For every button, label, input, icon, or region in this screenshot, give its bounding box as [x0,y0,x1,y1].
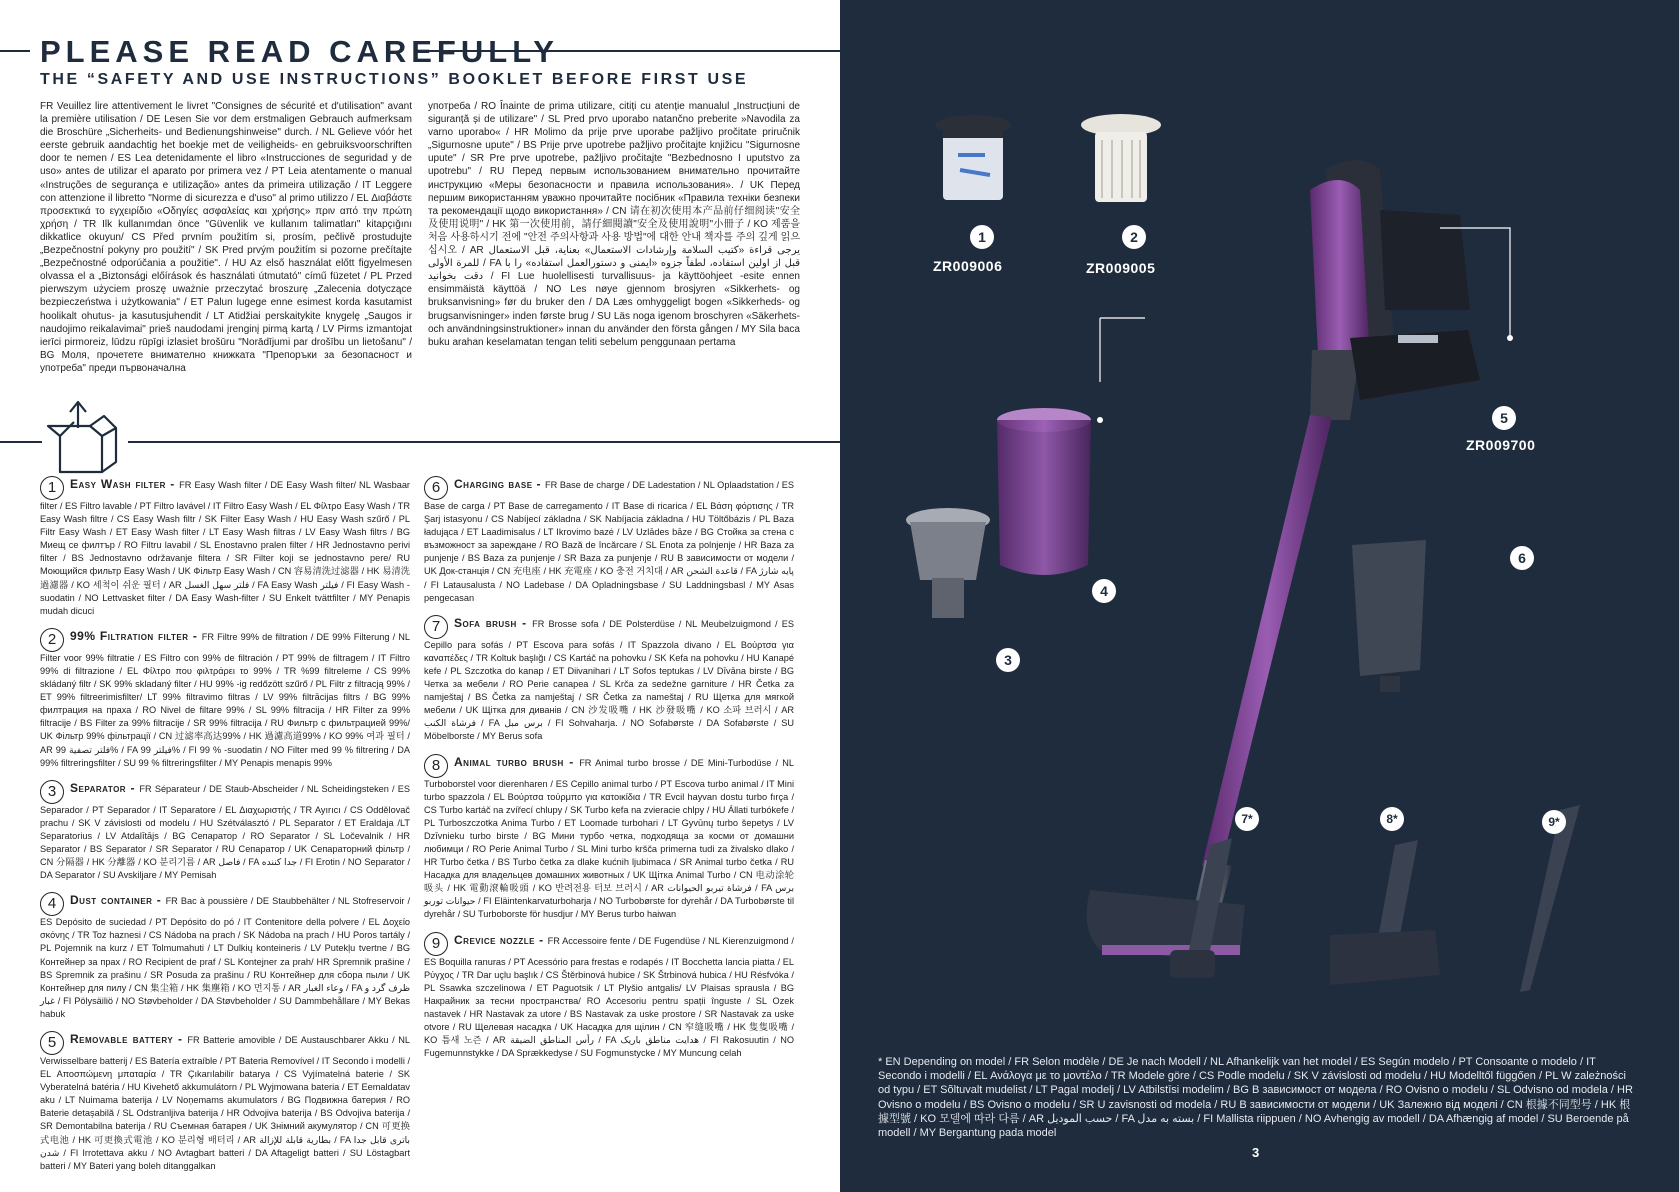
part-translations: FR Brosse sofa / DE Polsterdüse / NL Meubelzuigmond / ES Cepillo para sofás / PT Escova para sofás / IT Spazzola divano / EL Βούρτσα για καναπέδες / TR Koltuk başlığı / CS Kartáč na pohovku / SK Kefa na pohovku / HU Kanapé kefe / PL Szczotka do kanap / ET Diivanihari / LT Sofos teptukas / LV Dīvāna birste / BG Четка за мебели / RO Perie canapea / SL Krča za sedežne garniture / HR Četka za namještaj / BS Četka za namještaj / SR Četka za nameštaj / RU Щетка для мягкой мебели / UK Щітка для диванів / CN 沙发吸嘴 / HK 沙發吸嘴 / KO 소파 브러시 / AR فرشاة الكنب / FA برس مبل / FI Sohvaharja. / NO Sofabørste / DA Sofabørste / SU Möbelborste / MY Berus sofa [424,618,795,742]
part-entry-5 [40,1031,410,1173]
part-name: 99% Filtration filter - [70,628,202,643]
vacuum-illustration [840,0,1679,1192]
leader-dot [1507,335,1513,341]
part-badge-2: 2 [1122,225,1146,249]
section-rule-right [128,441,840,443]
part-name: Removable battery - [70,1032,188,1046]
part-number: 7 [424,615,448,639]
part-number: 2 [40,628,64,652]
charging-base-icon [1352,540,1426,692]
part-translations: FR Base de charge / DE Ladestation / NL Oplaadstation / ES Base de carga / PT Base de carregamento / IT Base di ricarica / EL Βάση φόρτισης / TR Şarj istasyonu / CS Nabíjecí základna / SK Nabíjacia základna / HU Töltőbázis / PL Baza ładująca / ET Laadimisalus / LT Ikrovimo bazė / LV Uzlādes bāze / BG Стойка за стена с възможност за зареждане / RO Bază de încărcare / SL Enota za polnjenje / HR Baza za punjenje / BS Baza za punjenje / SR Baza za punjenje / RU В зависимости от модели / UK Док-станція / CN 充电座 / HK 充電座 / KO 충전 거치대 / AR قاعدة الشحن / FA پایه شارژ / FI Latausalusta / NO Ladebase / DA Opladningsbase / SU Laddningsbasl / MY Asas pengecasan [424,480,794,603]
part-number: 4 [40,892,64,916]
part-translations: FR Easy Wash filter / DE Easy Wash filter/ NL Wasbaar filter / ES Filtro lavable / PT Filtro lavável / IT Filtro Easy Wash / EL Φίλτρο Easy Wash / TR Easy Wash filtre / CS Easy Wash filtr / SK Filter Easy Wash / HU Easy Wash szűrő / PL Filtr Easy Wash / ET Easy Wash filter / LT Easy Wash filtras / LV Easy Wash filtrs / BG Миещ се филтър / RO Filtru lavabil / SL Enostavno pralen filter / HR Jednostavno perivi filter / BS Jednostavno održavanje filtera / SR Filter koji se jednostavno pere/ RU Моющийся фильтр Easy Wash / UK Фільтр Easy Wash / CN 容易清洗过滤器 / HK 易清洗過濾器 / KO 세척이 쉬운 필터 / AR فلتر سهل الغسل / FA Easy Wash فیلتر / FI Easy Wash -suodatin / NO Lettvasket filter / DA Easy Wash-filter / SU Enkelt tvättfilter / MY Penapis mudah dicuci [40,480,411,616]
part-code-1: ZR009006 [933,258,1003,274]
part-number: 9 [424,932,448,956]
section-rule-left [0,441,42,443]
separator-icon [906,508,990,618]
part-name: Dust container - [70,893,166,908]
part-translations: FR Séparateur / DE Staub-Abscheider / NL Scheidingsteken / ES Separador / PT Separador / IT Separatore / EL Διαχωριστής / TR Ayırıcı / CS Oddělovač prachu / SK V závislosti od modelu / HU Szétválasztó / PL Separator / ET Eraldaja /LT Separatorius / LV Atdalītājs / BG Сепаратор / RO Separator / SL Ločevalnik / HR Separator / BS Separator / SR Separator / RU Сепаратор / UK Сепараторний фільтр / CN 分隔器 / HK 分離器 / KO 분리기름 / AR فاصل / FA جدا کننده / FI Erotin / NO Separator / DA Separator / SU Avskiljare / MY Pemisah [40,783,410,881]
part-translations: FR Animal turbo brosse / DE Mini-Turbodüse / NL Turboborstel voor dierenharen / ES Cepillo animal turbo / PT Escova turbo animal / IT Mini turbo spazzola / EL Βούρτσα τούρμπο για κατοικίδια / TR Evcil hayvan dostu turbo fırça / CS Turbo kartáč na zvířecí chlupy / SK Turbo kefa na zvieracie chlpy / HU Állati turbókefe / PL Turboszczotka Anima Turbo / ET Loomade turbohari / LT Gyvūnų turbo šepetys / LV Dzīvnieku turbo birste / BG Мини турбо четка, подходяща за косми от домашни любимци / RO Perie Animal Turbo / SL Mini turbo kršča primerna tudi za živalsko dlako / HR Turbo četka / BS Turbo četka za dlake kućnih ljubimaca / SR Animal turbo četka / RU Насадка для владельцев домашних животных / UK Щітка Animal Turbo / CN 电动涂轮吸头 / HK 電動滾輪吸頭 / KO 반려전용 터보 브러시 / AR فرشاة تيربو الحيوانات / FA برس حیوانات توربو / FI Eläintenkarvaturboharja / NO Turbobørste for dyrehår / DA Turbobørste til dyrehår / SU Turboborste för husdjur / MY Berus turbo haiwan [424,757,794,920]
unbox-icon [44,398,124,478]
leader-dot [1097,417,1103,423]
battery-icon [1350,330,1480,400]
easy-wash-filter-icon [935,115,1011,200]
part-badge-7: 7* [1235,807,1259,831]
part-entry-3 [40,780,410,883]
part-number: 1 [40,476,64,500]
page-number: 3 [1252,1145,1260,1160]
animal-turbo-brush-icon [1330,840,1440,985]
part-translations: FR Filtre 99% de filtration / DE 99% Filterung / NL Filter voor 99% filtratie / ES Filtro con 99% de filtración / PT 99% de filtragem / IT Filtro 99% di filtrazione / EL Φίλτρο που φιλτράρει το 99% / TR %99 filtreleme / CS 99% skládaný filtr / SK 99% skladaný filter / HU 99% -ig redőzött szűrő / PL Filtr z filtracją 99% / ET 99% filtreerimisfilter/ LT 99% filtravimo filtras / LV 99% filtrācijas filtrs / BG 99% филтрация на праха / RO Nivel de filtare 99% / SL 99% filtracija / HR Filter za 99% filtracije / BS Filter za 99% filtracije / SR 99% filtracija / RU Фильтр с фильтрацией 99%/ UK Фільтр 99% фільтрації / CN 过滤率高达99% / HK 過濾高道99% / KO 99% 여과 필터 / AR فلتر تصفية 99% / FA فیلتر 99% / FI 99 % -suodatin / NO Filter med 99 % filtrering / DA 99% filtreringsfilter / SU 99 % filtreringsfilter / MY Penapis menapis 99% [40,631,410,768]
part-name: Animal turbo brush - [454,754,580,769]
part-entry-4 [40,892,410,1021]
page-title: PLEASE READ CAREFULLY [40,34,559,69]
part-badge-5: 5 [1492,406,1516,430]
part-name: Sofa brush - [454,615,533,630]
model-footnote: * EN Depending on model / FR Selon modèle / DE Je nach Modell / NL Afhankelijk van het model / ES Según modelo / PT Consoante o modelo / IT Secondo i modelli / EL Ανάλογα με το μοντέλο / TR Modele göre / CS Podle modelu / SK V závislosti od modelu / HU Modelltől függően / PL W zależności od typu / ET Sõltuvalt mudelist / LT Pagal modelj / LV Atbilstīsi modelim / BG В зависимост от модела / RO Ovisno o modelu / SL Odvisno od modela / HR Ovisno o modelu / BS Ovisno o modelu / SR U zavisnosti od modela / RU В зависимости от модели / UK Залежно від моделі / CN 根據不同型号 / HK 根據型號 / KO 모델에 따라 다름 / AR حسب الموديل / FA بسته به مدل / FI Mallista riippuen / NO Avhengig av modell / DA Afhængig af model / SU Beroende på modell / MY Bergantung pada model [878,1056,1633,1140]
part-translations: FR Batterie amovible / DE Austauschbarer Akku / NL Verwisselbare batterij / ES Batería extraíble / PT Bateria Removível / IT Secondo i modelli / EL Αποσπώμενη μπαταρία / TR Çıkarılabilir batarya / CS Vyjímatelná baterie / SK Vyberatelná batéria / HU Kivehető akkumulátorn / PL Wyjmowana bateria / ET Eemaldatav aku / LT Nuimama baterija / LV Noņemams akumulators / BG Подвижна батерия / RO Baterie detașabilă / SL Odstranljiva baterija / HR Odvojiva baterija / BS Odvojiva baterija / SR Demontabilna baterija / RU Съемная батарея / UK Знімний акумулятор / CN 可更换式电池 / HK 可更換式電池 / KO 분리형 배터리 / AR بطارية قابلة للإزالة / FA باتری قابل جدا شدن / FI Irrotettava akku / NO Avtagbart batteri / DA Aftageligt batteri / SU Löstagbart batteri / MY Bateri yang boleh ditanggalkan [40,1035,410,1171]
part-code-5: ZR009700 [1466,437,1536,453]
part-entry-1 [40,476,410,618]
part-badge-6: 6 [1510,546,1534,570]
part-name: Separator - [70,780,140,795]
part-entry-2 [40,628,410,770]
title-rule-left [0,50,30,52]
part-translations: FR Accessoire fente / DE Fugendüse / NL Kierenzuigmond / ES Boquilla ranuras / PT Acessório para frestas e rodapés / IT Bocchetta lancia piatta / EL Ρύγχος / TR Dar uçlu başlık / CS Štěrbinová hubice / SK Štrbinová hubica / HU Résfvóka / PL Ssawka szczelinowa / ET Paguotsik / LT Plyšio antgalis/ LV Plaisas sprausla / BG Накрайник за тесни пространства/ RO Accesoriu pentru spații înguste / SL Ozek nastavek / HR Nastavak za utore / BS Nastavak za uske prostore / SR Nastavak za uske otvore / RU Щелевая насадка / UK Насадка для щілин / CN 窄缝吸嘴 / HK 隻隻吸嘴 / KO 틈새 노즌 / AR رأس المناطق الضيقة / FA هدایت مناطق باریک / FI Rakosuutin / NO Fugemunnstykke / DA Sprækkedyse / SU Fogmunstycke / MY Muncung celah [424,935,795,1059]
part-name: Charging base - [454,477,545,491]
part-badge-1: 1 [970,225,994,249]
hepa-filter-icon [1081,114,1161,202]
part-badge-4: 4 [1092,579,1116,603]
dust-container-icon [997,408,1091,575]
parts-column-left [40,476,410,1183]
part-name: Crevice nozzle - [454,932,548,947]
part-badge-3: 3 [996,648,1020,672]
part-number: 6 [424,476,448,500]
figure-page [840,0,1679,1192]
part-number: 3 [40,780,64,804]
part-entry-6 [424,476,794,605]
part-entry-9 [424,932,794,1061]
part-translations: FR Bac à poussière / DE Staubbehälter / NL Stofreservoir / ES Depósito de suciedad / PT Depósito do pó / IT Contenitore della polvere / EL Δοχείο σκόνης / TR Toz haznesi / CS Nádoba na prach / SK Nádoba na prach / HU Poros tartály / PL Pojemnik na kurz / ET Tolmumahuti / LT Dulkių konteineris / LV Putekļu tvertne / BG Контейнер за прах / RO Recipient de praf / SL Kontejner za prah/ HR Spremnik prašine / BS Spremnik za prašinu / SR Posuda za prašinu / RU Контейнер для сбора пыли / UK Контейнер для пилу / CN 集尘箱 / HK 集塵箱 / KO 먼지통 / AR وعاء الغبار / FA ظرف گرد و غبار / FI Pölysäiliö / NO Støvbeholder / DA Støvbeholder / SU Dammbehållare / MY Bekas habuk [40,896,411,1019]
page-subtitle: THE “SAFETY AND USE INSTRUCTIONS” BOOKLET BEFORE FIRST USE [40,71,749,88]
intro-text-col1: FR Veuillez lire attentivement le livret "Consignes de sécurité et d'utilisation" avant la première utilisation / DE Lesen Sie vor dem erstmaligen Gebrauch aufmerksam die Broschüre „Sicherheits- und Bedienungshinweise" durch. / NL Gelieve vóór het eerste gebruik aandachtig het boekje met de veiligheids- en gebruiksvoorschriften door te nemen / ES Lea detenidamente el libro «Instrucciones de seguridad y de uso» antes de utilizar el aparato por primera vez / PT Leia atentamente o manual «Instruções de segurança e utilização» antes da primeira utilização / IT Leggere con attenzione il libretto "Norme di sicurezza e d'uso" al primo utilizzo / EL Διαβάστε προσεκτικά το εγχειρίδιο «Οδηγίες ασφαλείας και χρήσης» πριν από την πρώτη χρήση / TR Ilk kullanımdan önce "Güvenlik ve kullanım talimatları" kitapçığını dikkatlice okuyun/ CS Před prvním použitím si, prosím, pečlivě prostudujte „Bezpečnostní pokyny pro použití" / SK Pred prvým použitím si pozorne prečítajte „Bezpečnostné odporúčania a použitie". / HU Az első használat előtt figyelmesen olvassa el a „Biztonsági előírások és használati útmutató" című füzetet / PL Przed pierwszym użyciem proszę uważnie przeczytać broszurę „Zalecenia dotyczące bezpieczeństwa i użytkowania" / ET Palun lugege enne esimest korda kasutamist hoolikalt ohutus- ja kasutusjuhendit / LT Atidžiai perskaitykite knygelę „Saugos ir naudojimo reikalavimai" prieš naudodami įrenginį pirmą kartą / LV Pirms izmantojat ierīci pirmoreiz, lūdzu rūpīgi izlasiet brošūru "Norādījumi par drošību un lietošanu" / BG Моля, прочетете внимателно книжката "Препоръки за безопасност и употреба" преди първоначална [40,101,412,374]
part-code-2: ZR009005 [1086,260,1156,276]
part-badge-9: 9* [1542,810,1566,834]
parts-column-right [424,476,794,1070]
part-entry-7 [424,615,794,744]
intro-text-col2: употреба / RO Înainte de prima utilizare, citiți cu atenție manualul „Instrucțiuni de siguranță și de utilizare" / SL Pred prvo uporabo natančno preberite »Navodila za varno uporabo« / HR Molimo da prije prve uporabe pažljivo pročitate priručnik „Sigurnosne upute" / BS Prije prve upotrebe pažljivo pročitajte knjižicu "Sigurnosne upute" / SR Pre prve upotrebe, pažljivo pročitajte "Bezbednosno I uputstvo za upotrebu" / RU Перед первым использованием внимательно прочитайте инструкцию «Меры безопасности и правила использования». / UK Перед першим використанням уважно прочитайте посібник «Правила техніки безпеки та рекомендації щодо використання» / CN 请在初次使用本产品前仔细阅读"安全及使用说明" / HK 第一次使用前，請仔細閱讀"安全及使用說明"小冊子 / KO 제품을 처음 사용하시기 전에 "안전 주의사항과 사용 방법"에 대한 안내 책자를 주의 깊게 읽으십시오 / AR يرجى قراءة «كتيب السلامة وإرشادات الاستعمال» بعناية، قبل الاستعمال للمرة الأولى / FA قبل از اولین استفاده، لطفاً جزوه «ایمنی و دستورالعمل استفاده» را با دقت بخوانید / FI Lue huolellisesti turvallisuus- ja käyttöohjeet -esite ennen ensimmäistä käyttöä / NO Les nøye gjennom brosjyren «Sikkerhets- og bruksanvisning» før du bruker den / DA Læs omhyggeligt bogen «Sikkerheds- og brugsanvisninger» inden første brug / SU Läs noga igenom broschyren «Säkerhets- och användningsinstruktioner» innan du använder den första gången / MY Sila baca buku arahan keselamatan tengan teliti sebelum penggunaan pertama [428,101,800,348]
part-number: 8 [424,754,448,778]
part-number: 5 [40,1031,64,1055]
part-name: Easy Wash filter - [70,477,180,491]
part-badge-8: 8* [1380,807,1404,831]
part-entry-8 [424,754,794,922]
